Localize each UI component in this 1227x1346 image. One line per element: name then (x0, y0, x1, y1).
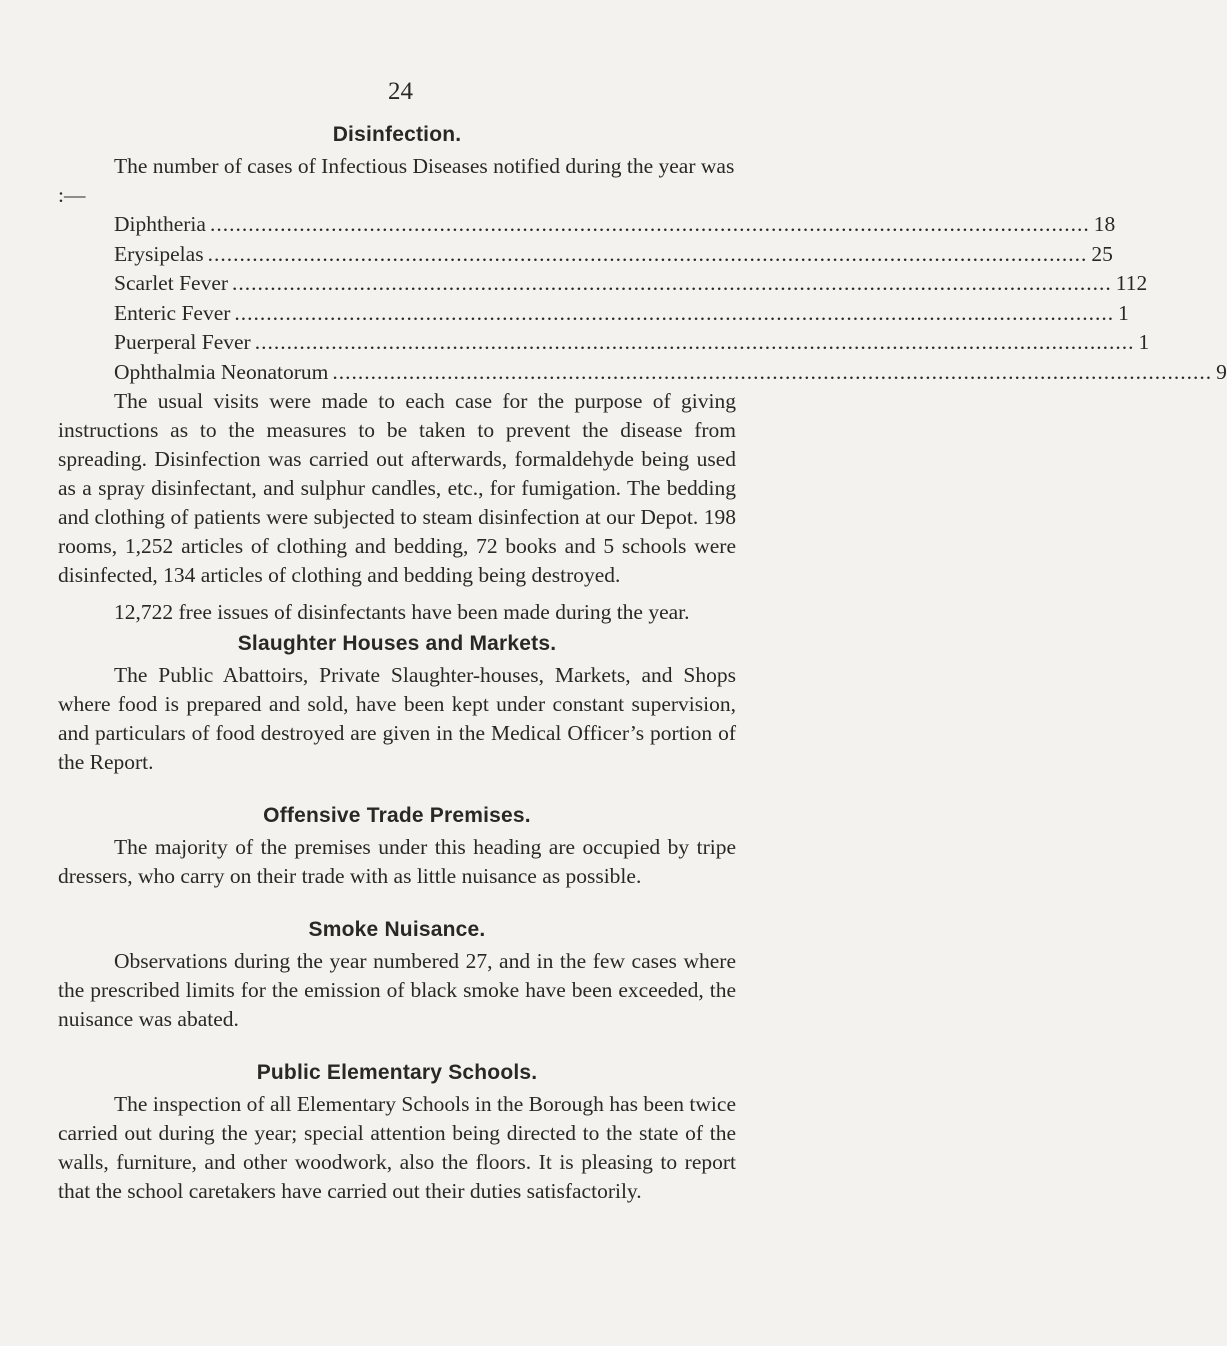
disease-row (114, 210, 1116, 240)
section-title-slaughter: Slaughter Houses and Markets. (237, 632, 557, 655)
disinfection-intro: The number of cases of Infectious Diseases notified during the year was :— (58, 154, 735, 207)
leader-dots: .......................................................................................................................................... (232, 271, 1112, 295)
section-title-offensive: Offensive Trade Premises. (263, 804, 531, 827)
schools-paragraph: The inspection of all Elementary Schools in the Borough has been twice carried out during the year; special attention being directed to the state of the walls, furniture, and other woodwork, also the floors. It is pleasing to report that the school caretakers have carried out their duties satisfactorily. (58, 1092, 736, 1203)
disease-name: Scarlet Fever (114, 271, 229, 295)
offensive-paragraph: The majority of the premises under this heading are occupied by tripe dressers, who carry on their trade with as little nuisance as possible. (58, 835, 736, 888)
disease-name: Ophthalmia Neonatorum (114, 359, 329, 384)
section-title-disinfection: Disinfection. (332, 123, 462, 146)
disease-count: 112 (1115, 271, 1148, 295)
disinfection-paragraph: The usual visits were made to each case for the purpose of giving instructions as to the measures to be taken to prevent the disease from spreading. Disinfection was carried out afterwards, formaldehyde being used as a spray disinfectant, and sulphur candles, etc., for fumigation. The bedding and clothing of patients were subjected to steam disinfection at our Depot. 198 rooms, 1,252 articles of clothing and bedding, 72 books and 5 schools were disinfected, 134 articles of clothing and bedding being destroyed. (58, 389, 736, 587)
slaughter-paragraph: The Public Abattoirs, Private Slaughter-houses, Markets, and Shops where food is prepared and sold, have been kept under constant supervision, and particulars of food destroyed are given in the Medical Officer’s portion of the Report. (58, 663, 736, 774)
leader-dots: .......................................................................................................................................... (207, 241, 1088, 266)
page-content (58, 118, 1227, 1206)
disease-row (114, 269, 1148, 299)
disease-count: 9 (1216, 359, 1227, 384)
disease-row (114, 328, 1150, 358)
disease-name: Diphtheria (114, 212, 206, 236)
disease-list (114, 210, 1227, 387)
disease-name: Puerperal Fever (114, 330, 251, 354)
disease-name: Enteric Fever (114, 300, 231, 325)
smoke-paragraph: Observations during the year numbered 27, and in the few cases where the prescribed limits for the emission of black smoke have been exceeded, the nuisance was abated. (58, 949, 736, 1031)
disinfectant-issues-paragraph: 12,722 free issues of disinfectants have been made during the year. (114, 600, 690, 624)
disease-row (114, 299, 1129, 329)
disease-count: 25 (1091, 241, 1113, 266)
disease-row (114, 358, 1227, 388)
disease-row (114, 240, 1113, 270)
leader-dots: .......................................................................................................................................... (209, 212, 1090, 236)
section-title-schools: Public Elementary Schools. (256, 1061, 538, 1084)
leader-dots: .......................................................................................................................................... (332, 359, 1213, 384)
disease-count: 18 (1093, 212, 1116, 236)
disease-name: Erysipelas (114, 241, 204, 266)
section-title-smoke: Smoke Nuisance. (308, 918, 486, 941)
leader-dots: .......................................................................................................................................... (254, 330, 1135, 354)
leader-dots: .......................................................................................................................................... (234, 300, 1115, 325)
disease-count: 1 (1118, 300, 1129, 325)
disease-count: 1 (1138, 330, 1150, 354)
page-number: 24 (388, 78, 413, 105)
